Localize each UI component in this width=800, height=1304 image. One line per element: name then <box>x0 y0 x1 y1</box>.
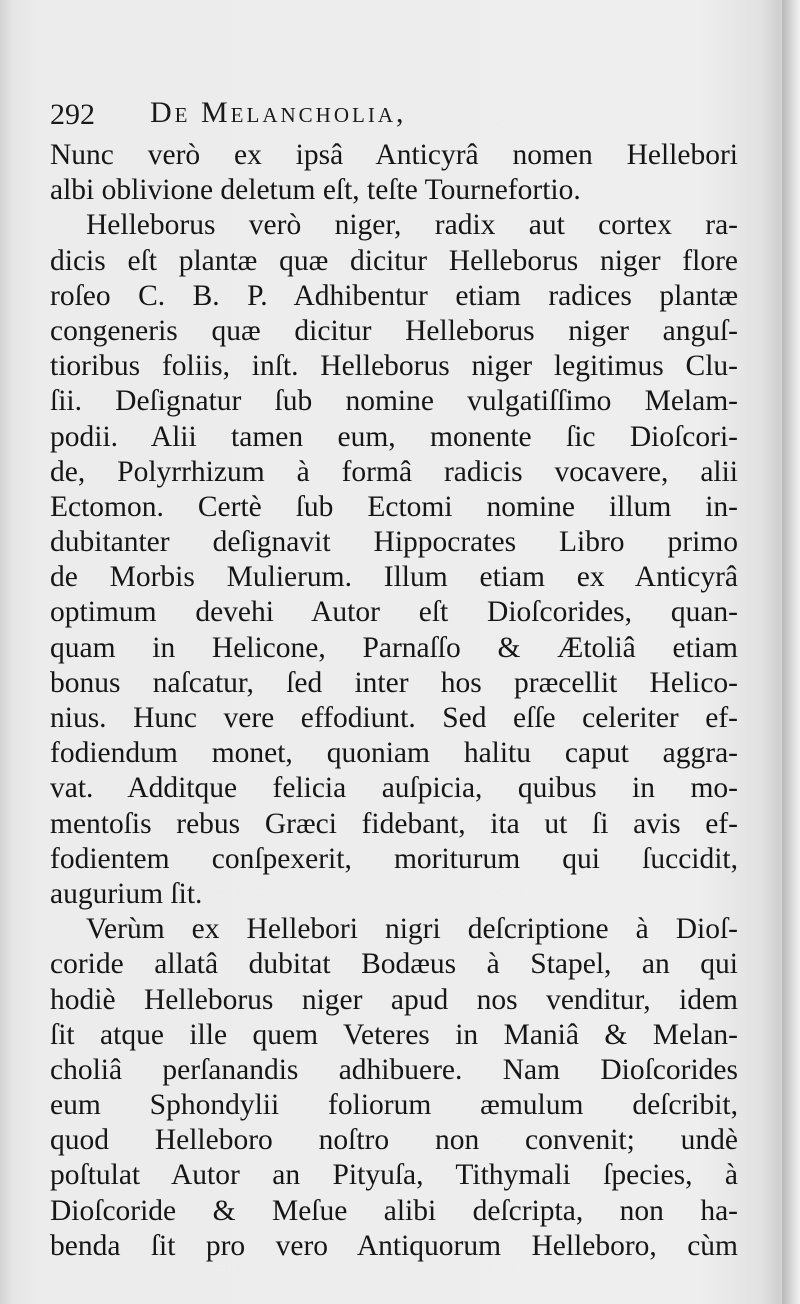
text-line: Ectomon. Certè ſub Ectomi nomine illum in- <box>50 490 738 523</box>
running-head: De Melancholia, <box>150 96 407 129</box>
text-line: eum Sphondylii foliorum æmulum deſcribit, <box>50 1089 738 1122</box>
text-line: dicis eſt plantæ quæ dicitur Helleborus niger flore <box>50 244 738 277</box>
text-line: dubitanter deſignavit Hippocrates Libro primo <box>50 526 738 559</box>
page-header <box>50 94 730 138</box>
text-line: roſeo C. B. P. Adhibentur etiam radices plantæ <box>50 279 738 312</box>
text-line: Helleborus verò niger, radix aut cortex ra- <box>86 209 738 242</box>
text-line: de, Polyrrhizum à formâ radicis vocavere, alii <box>50 455 738 488</box>
text-line: quam in Helicone, Parnaſſo & Ætoliâ etiam <box>50 631 738 664</box>
text-line: tioribus foliis, inſt. Helleborus niger legitimus Clu- <box>50 350 738 383</box>
text-line: ſit atque ille quem Veteres in Maniâ & Melan- <box>50 1018 738 1051</box>
text-line: Dioſcoride & Meſue alibi deſcripta, non ha- <box>50 1194 738 1227</box>
body-text <box>50 138 738 1264</box>
text-line: choliâ perſanandis adhibuere. Nam Dioſcorides <box>50 1053 738 1086</box>
text-line: podii. Alii tamen eum, monente ſic Dioſcori- <box>50 420 738 453</box>
text-line: ſii. Deſignatur ſub nomine vulgatiſſimo Melam- <box>50 385 738 418</box>
text-line: optimum devehi Autor eſt Dioſcorides, quan- <box>50 596 738 629</box>
text-line: Verùm ex Hellebori nigri deſcriptione à Dioſ- <box>86 913 738 946</box>
text-line: fodientem conſpexerit, moriturum qui ſuccidit, <box>50 842 738 875</box>
page-number: 292 <box>50 98 95 131</box>
page-edge <box>782 0 800 1304</box>
text-line: quod Helleboro noſtro non convenit; undè <box>50 1124 738 1157</box>
text-line: hodiè Helleborus niger apud nos venditur, idem <box>50 983 738 1016</box>
text-line: albi oblivione deletum eſt, teſte Tournefortio. <box>50 174 581 207</box>
text-line: congeneris quæ dicitur Helleborus niger anguſ- <box>50 314 738 347</box>
text-line: mentoſis rebus Græci fidebant, ita ut ſi avis ef- <box>50 807 738 840</box>
text-line: bonus naſcatur, ſed inter hos præcellit Helico- <box>50 666 738 699</box>
text-line: benda ſit pro vero Antiquorum Helleboro, cùm <box>50 1229 738 1262</box>
text-line: poſtulat Autor an Pityuſa, Tithymali ſpecies, à <box>50 1159 738 1192</box>
text-line: coride allatâ dubitat Bodæus à Stapel, an qui <box>50 948 738 981</box>
text-line: Nunc verò ex ipsâ Anticyrâ nomen Hellebori <box>50 139 738 171</box>
text-line: vat. Additque felicia auſpicia, quibus in mo- <box>50 772 738 805</box>
text-line: nius. Hunc vere effodiunt. Sed eſſe celeriter ef- <box>50 702 738 734</box>
text-line: de Morbis Mulierum. Illum etiam ex Anticyrâ <box>50 561 738 594</box>
text-line: fodiendum monet, quoniam halitu caput aggra- <box>50 737 738 770</box>
text-line: augurium ſit. <box>50 877 203 910</box>
